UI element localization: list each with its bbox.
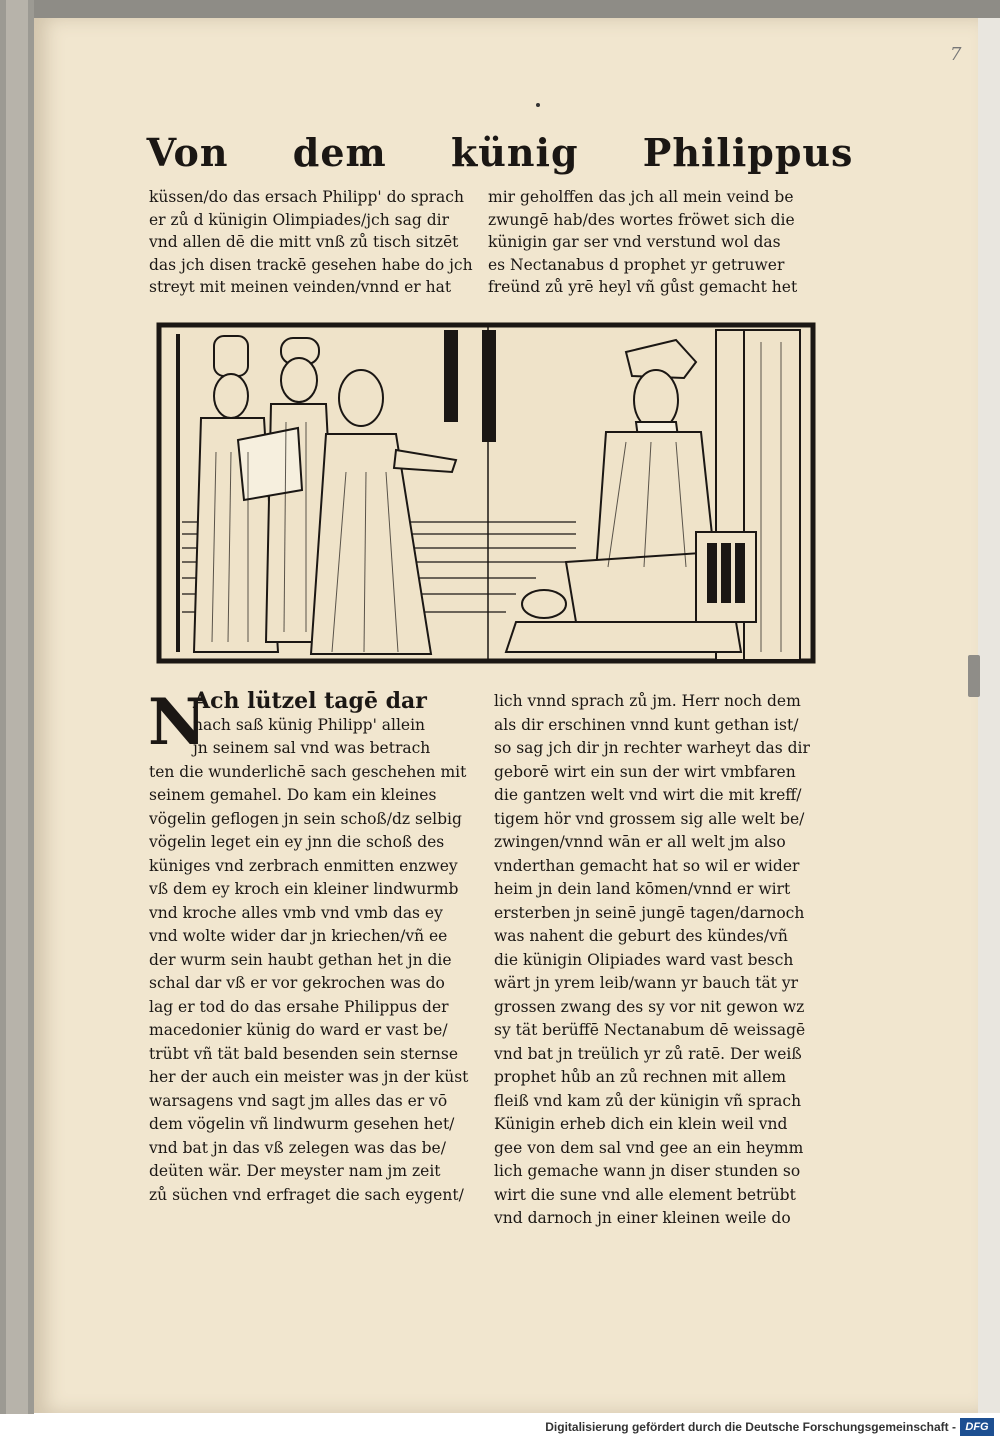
text-line: so sag jch dir jn rechter warheyt das dir [494,739,810,757]
text-line: die künigin Olipiades ward vast besch [494,950,794,969]
text-line: vnd bat jn das vß zelegen was das be/ [149,1138,446,1157]
text-line: wirt die sune vnd alle element betrübt [494,1185,796,1204]
text-line: zwingen/vnnd wān er all welt jm also [494,833,786,851]
text-line: was nahent die geburt des kündes/vñ [494,927,788,945]
text-line: vnd allen dē die mitt vnß zů tisch sitzēt [149,233,459,251]
text-line: vnd bat jn treülich yr zů ratē. Der weiß [494,1044,802,1063]
dfg-logo: DFG [960,1418,994,1436]
text-line: heim jn dein land kōmen/vnnd er wirt [494,880,791,898]
text-line: freünd zů yrē heyl vñ gůst gemacht het [488,278,798,296]
text-line: lich vnnd sprach zů jm. Herr noch dem [494,692,801,710]
folio-number: 7 [950,44,962,65]
text-line: das jch disen trackē gesehen habe do jch [149,255,473,274]
text-line: geborē wirt ein sun der wirt vmbfaren [494,762,796,781]
text-line: deüten wär. Der meyster nam jm zeit [149,1162,441,1180]
text-line: Künigin erheb dich ein klein weil vnd [494,1115,788,1133]
text-line: dem vögelin vñ lindwurm gesehen het/ [149,1115,455,1133]
text-line: lich gemache wann jn diser stunden so [494,1162,801,1180]
text-line: sy tät berüffē Nectanabum dē weissagē [494,1021,806,1039]
text-line: es Nectanabus d prophet yr getruwer [488,255,785,274]
bottom-left-column [148,685,477,1207]
page-clip [968,655,980,697]
text-line: macedonier künig do ward er vast be/ [149,1021,448,1039]
digitization-footer [0,1414,1000,1441]
top-right-column [488,186,818,299]
text-line: wärt jn yrem leib/wann yr bauch tät yr [494,974,799,992]
text-line: ten die wunderlichē sach geschehen mit [149,762,467,781]
text-line: her der auch ein meister was jn der küst [149,1068,469,1086]
page-title: Von dem künig Philippus [146,130,854,175]
text-line: vnd wolte wider dar jn kriechen/vñ ee [149,927,448,945]
text-line: gee von dem sal vnd gee an ein heymm [494,1138,804,1157]
text-line: seinem gemahel. Do kam ein kleines [149,786,437,804]
text-line: zů süchen vnd erfraget die sach eygent/ [149,1185,464,1204]
drop-capital: N [148,685,207,760]
text-line: tigem hör vnd grossem sig alle welt be/ [494,809,805,828]
text-line: mir geholffen das jch all mein veind be [488,188,794,206]
text-line: künigin gar ser vnd verstund wol das [488,233,781,251]
text-line: prophet hůb an zů rechnen mit allem [494,1068,787,1086]
woodcut-illustration [156,322,816,664]
text-line: vnderthan gemacht hat so wil er wider [494,856,800,875]
text-line: vögelin leget ein ey jnn die schoß des [149,833,445,851]
text-line: küssen/do das ersach Philipp' do sprach [149,188,464,206]
text-line: als dir erschinen vnnd kunt gethan ist/ [494,715,799,734]
text-line: vögelin geflogen jn sein schoß/dz selbig [149,809,462,828]
text-line: ersterben jn seinē jungē tagen/darnoch [494,903,805,922]
ink-dot [536,103,540,107]
text-line: vnd kroche alles vmb vnd vmb das ey [149,903,443,922]
book-binding-edge [0,0,34,1420]
text-line: vnd darnoch jn einer kleinen weile do [494,1209,791,1227]
text-line: lag er tod do das ersahe Philippus der [149,997,449,1016]
text-line: Ach lützel tagē dar [193,690,427,714]
text-line: die gantzen welt vnd wirt die mit kreff/ [494,786,802,804]
text-line: küniges vnd zerbrach enmitten enzwey [149,856,458,875]
text-line: trübt vñ tät bald besenden sein sternse [149,1044,459,1063]
funding-notice: Digitalisierung gefördert durch die Deutsche Forschungsgemeinschaft - [545,1420,956,1434]
text-line: fleiß vnd kam zů der künigin vñ sprach [494,1091,802,1110]
page-right-edge [978,18,1000,1413]
text-line: streyt mit meinen veinden/vnnd er hat [149,278,452,296]
top-left-column [149,186,477,299]
text-line: schal dar vß er vor gekrochen was do [149,974,445,992]
text-line: der wurm sein haubt gethan het jn die [149,950,452,969]
text-line: grossen zwang des sy vor nit gewon wz [494,997,805,1016]
bottom-right-column [494,690,822,1231]
text-line: jn seinem sal vnd was betrach [193,739,431,757]
text-line: vß dem ey kroch ein kleiner lindwurmb [149,880,459,898]
text-line: nach saß künig Philipp' allein [193,715,426,734]
text-line: warsagens vnd sagt jm alles das er vō [149,1091,448,1110]
text-line: er zů d künigin Olimpiades/jch sag dir [149,210,449,229]
text-line: zwungē hab/des wortes fröwet sich die [488,210,795,229]
